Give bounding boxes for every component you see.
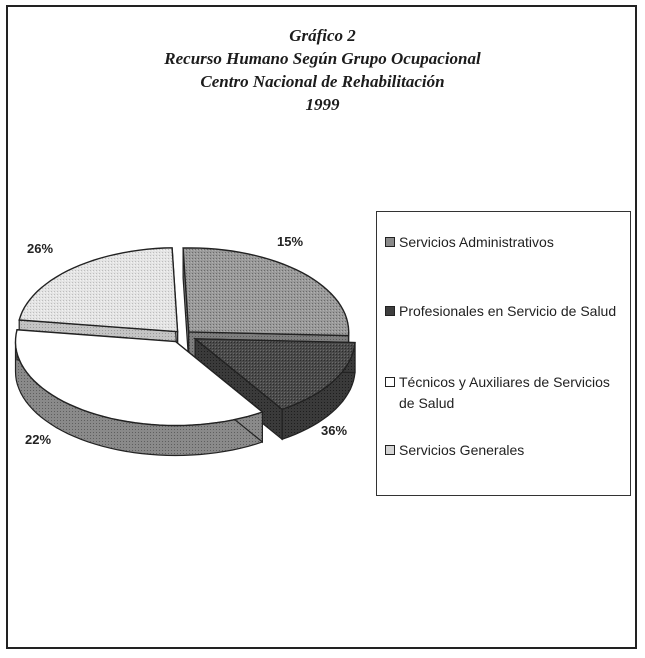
legend-item-prof xyxy=(385,301,625,322)
title-line-3: Centro Nacional de Rehabilitación xyxy=(200,72,445,91)
pie-top-gen xyxy=(19,248,177,332)
legend-label-admin: Servicios Administrativos xyxy=(399,234,554,250)
legend-label-gen: Servicios Generales xyxy=(399,442,525,458)
legend-swatch-admin-icon xyxy=(385,237,395,247)
legend-item-admin xyxy=(385,232,625,253)
legend-label-prof: Profesionales en Servicio de Salud xyxy=(399,303,617,319)
legend-swatch-gen-icon xyxy=(385,445,395,455)
pie-top-admin xyxy=(183,248,349,336)
legend-swatch-prof-icon xyxy=(385,306,395,316)
legend xyxy=(376,211,631,496)
pct-label-prof: 15% xyxy=(276,234,304,249)
legend-item-tec xyxy=(385,372,625,414)
title-line-2: Recurso Humano Según Grupo Ocupacional xyxy=(164,49,481,68)
title-line-1: Gráfico 2 xyxy=(289,26,356,45)
pct-label-gen: 22% xyxy=(24,432,52,447)
legend-item-gen xyxy=(385,440,625,461)
title-line-4: 1999 xyxy=(305,95,340,114)
pct-label-tec: 36% xyxy=(320,423,348,438)
legend-label-tec: Técnicos y Auxiliares de Servicios de Salud xyxy=(399,374,610,411)
pct-label-admin: 26% xyxy=(26,241,54,256)
legend-swatch-tec-icon xyxy=(385,377,395,387)
